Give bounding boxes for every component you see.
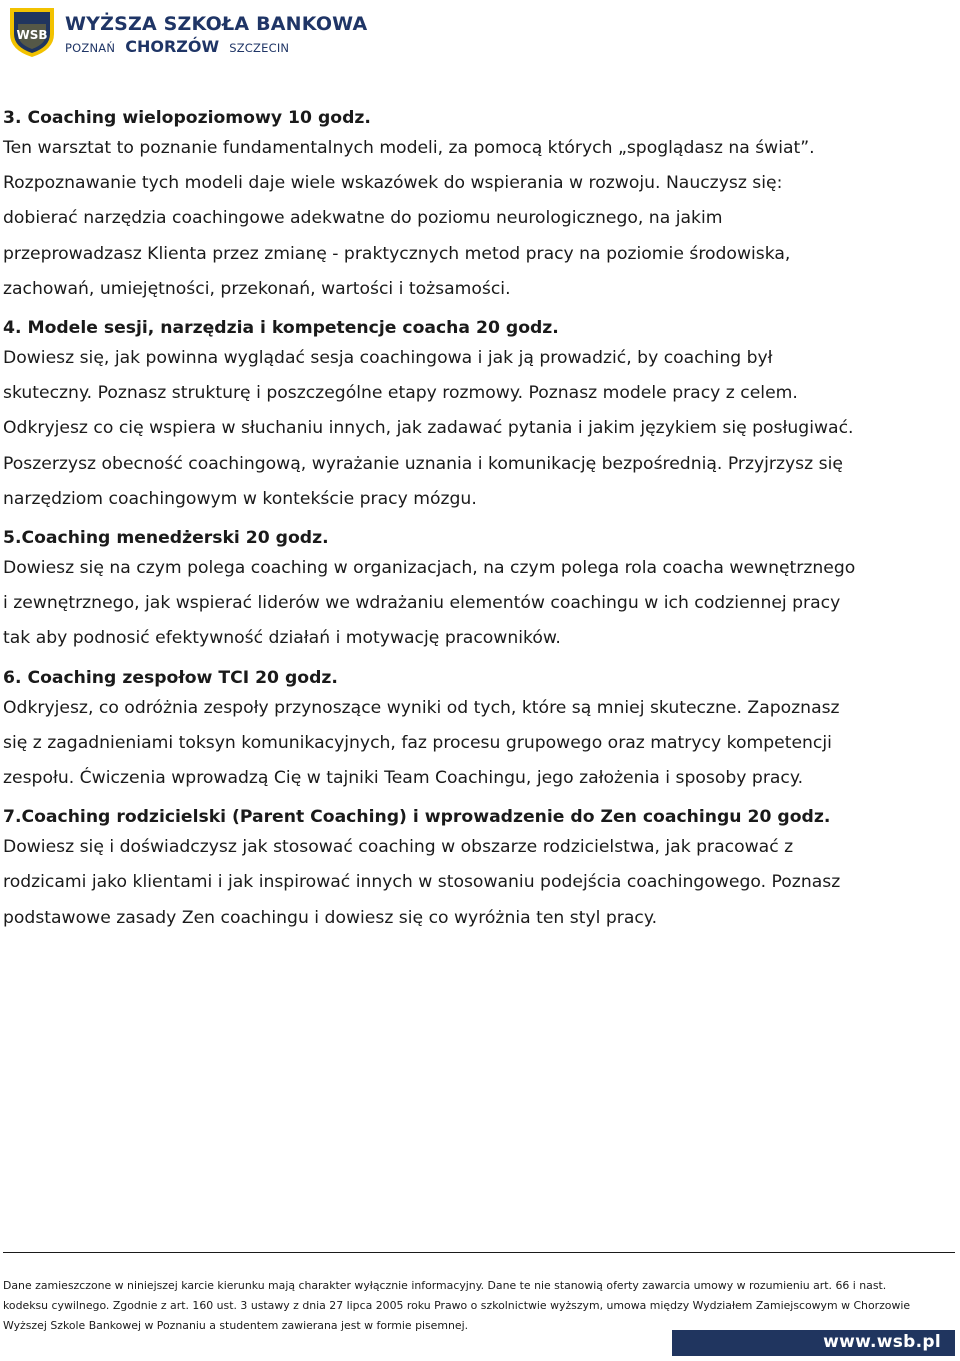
module-5 (3, 525, 953, 657)
module-line: się z zagadnieniami toksyn komunikacyjnych, faz procesu grupowego oraz matrycy kompetencji (3, 732, 832, 753)
module-line: dobierać narzędzia coachingowe adekwatne do poziomu neurologicznego, na jakim (3, 208, 723, 229)
module-heading: 4. Modele sesji, narzędzia i kompetencje coacha 20 godz. (3, 318, 559, 339)
course-modules (3, 105, 953, 936)
module-7 (3, 804, 953, 936)
footer-line: Wyższej Szkole Bankowej w Poznaniu a studentem zawierana jest w formie pisemnej. (3, 1319, 469, 1332)
module-line: skuteczny. Poznasz strukturę i poszczególne etapy rozmowy. Poznasz modele pracy z celem. (3, 383, 798, 404)
module-line: tak aby podnosić efektywność działań i motywację pracowników. (3, 628, 561, 649)
module-line: zachowań, umiejętności, przekonań, wartości i tożsamości. (3, 278, 511, 299)
module-line: Dowiesz się, jak powinna wyglądać sesja coachingowa i jak ją prowadzić, by coaching był (3, 348, 773, 369)
module-line: Ten warsztat to poznanie fundamentalnych modeli, za pomocą których „spoglądasz na świat”. (3, 138, 815, 158)
wsb-shield-icon (6, 4, 58, 60)
module-line: Poszerzysz obecność coachingową, wyrażanie uznania i komunikację bezpośrednią. Przyjrzysz się (3, 453, 843, 474)
module-4 (3, 315, 953, 517)
module-heading: 6. Coaching zespołow TCI 20 godz. (3, 667, 338, 688)
logo-city-szczecin: SZCZECIN (229, 41, 290, 55)
module-line: rodzicami jako klientami i jak inspirować innych w stosowaniu podejścia coachingowego. Poznasz (3, 872, 841, 893)
module-3 (3, 105, 953, 307)
module-line: Dowiesz się na czym polega coaching w organizacjach, na czym polega rola coacha wewnętrznego (3, 558, 856, 579)
module-6 (3, 665, 953, 797)
module-line: i zewnętrznego, jak wspierać liderów we wdrażaniu elementów coachingu w ich codziennej pracy (3, 593, 841, 614)
module-heading: 7.Coaching rodzicielski (Parent Coaching) i wprowadzenie do Zen coachingu 20 godz. (3, 807, 831, 828)
logo-name: WYŻSZA SZKOŁA BANKOWA (65, 13, 368, 35)
footer-disclaimer (3, 1276, 955, 1336)
footer-line: Dane zamieszczone w niniejszej karcie kierunku mają charakter wyłącznie informacyjny. Dane te nie stanowią oferty zawarcia umowy w rozumieniu art. 66 i nast. (3, 1279, 887, 1292)
module-line: narzędziom coachingowym w kontekście pracy mózgu. (3, 488, 477, 509)
logo-badge-text: WSB (16, 28, 48, 42)
module-line: zespołu. Ćwiczenia wprowadzą Cię w tajniki Team Coachingu, jego założenia i sposoby pracy. (3, 768, 804, 789)
module-line: przeprowadzasz Klienta przez zmianę - praktycznych metod pracy na poziomie środowiska, (3, 243, 791, 264)
module-line: Odkryjesz co cię wspiera w słuchaniu innych, jak zadawać pytania i jakim językiem się posługiwać. (3, 418, 854, 439)
logo-cities (65, 37, 289, 56)
logo-city-chorzow: CHORZÓW (125, 37, 220, 56)
module-line: Dowiesz się i doświadczysz jak stosować coaching w obszarze rodzicielstwa, jak pracować z (3, 837, 794, 858)
website-banner (672, 1330, 955, 1356)
footer-divider (3, 1252, 955, 1253)
wsb-logo (6, 4, 368, 60)
module-line: Rozpoznawanie tych modeli daje wiele wskazówek do wspierania w rozwoju. Nauczysz się: (3, 173, 783, 194)
module-heading: 5.Coaching menedżerski 20 godz. (3, 528, 329, 549)
module-line: Odkryjesz, co odróżnia zespoły przynoszące wyniki od tych, które są mniej skuteczne. Zapoznasz (3, 697, 840, 718)
module-heading: 3. Coaching wielopoziomowy 10 godz. (3, 108, 371, 128)
module-line: podstawowe zasady Zen coachingu i dowiesz się co wyróżnia ten styl pracy. (3, 907, 658, 928)
footer-line: kodeksu cywilnego. Zgodnie z art. 160 ust. 3 ustawy z dnia 27 lipca 2005 roku Prawo o szkolnictwie wyższym, umowa między Wydziałem Zamiejscowym w Chorzowie (3, 1299, 911, 1312)
logo-city-poznan: POZNAŃ (65, 41, 116, 55)
website-link[interactable]: www.wsb.pl (823, 1332, 941, 1352)
